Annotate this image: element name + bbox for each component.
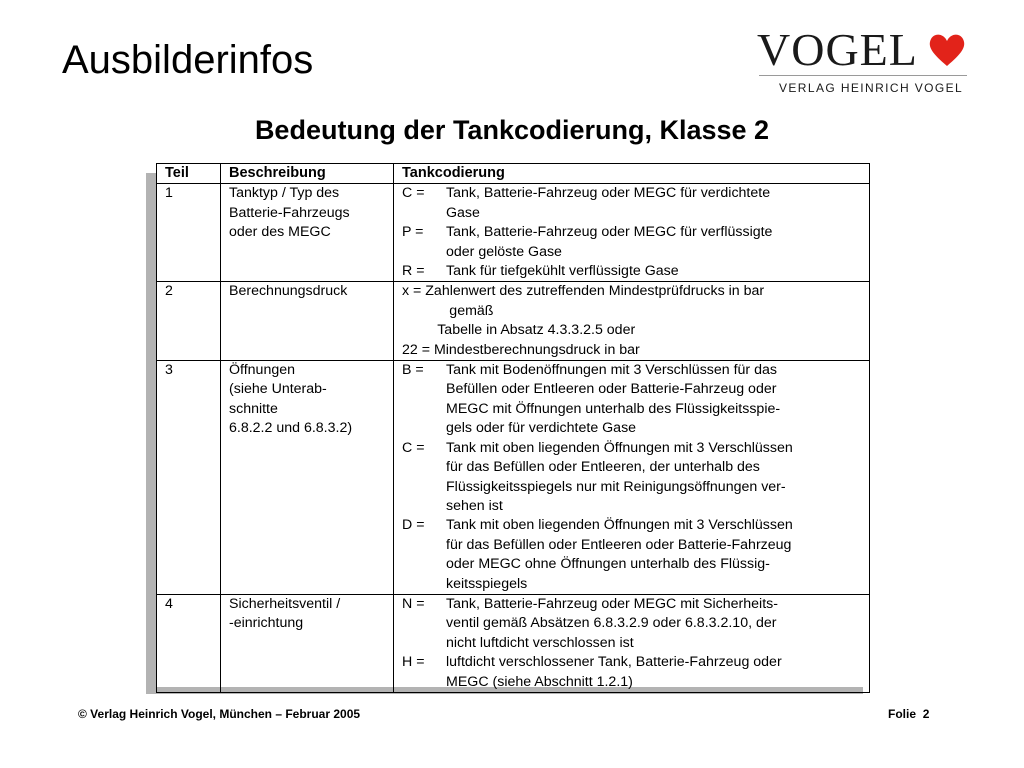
code-text: Tank mit oben liegenden Öffnungen mit 3 Verschlüssen für das Befüllen oder Entleeren oder Batterie-Fahrzeug oder MEGC ohne Öffnungen unterhalb des Flüssig- keitsspiegels: [446, 517, 793, 592]
code-key: C =: [402, 439, 425, 456]
tankcodierung-cell: [394, 594, 870, 692]
footer-slide-number: [888, 707, 929, 721]
code-key: C =: [402, 185, 425, 202]
tank-code-table-container: [156, 163, 869, 690]
code-text: Tank, Batterie-Fahrzeug oder MEGC mit Sicherheits- ventil gemäß Absätzen 6.8.3.2.9 oder 6.8.3.2.10, der nicht luftdicht verschlossen ist: [446, 595, 778, 651]
teil-cell: 4: [157, 594, 221, 692]
logo-divider: [759, 75, 967, 76]
code-text: Tank, Batterie-Fahrzeug oder MEGC für verdichtete Gase: [446, 185, 771, 221]
code-key: R =: [402, 263, 425, 280]
tankcodierung-cell: x = Zahlenwert des zutreffenden Mindestprüfdrucks in bar gemäß Tabelle in Absatz 4.3.3.2.5 oder 22 = Mindestberechnungsdruck in bar: [394, 282, 870, 361]
code-text: luftdicht verschlossener Tank, Batterie-Fahrzeug oder MEGC (siehe Abschnitt 1.2.1): [446, 654, 782, 690]
teil-cell: 2: [157, 282, 221, 361]
header-tankcodierung: Tankcodierung: [394, 164, 870, 184]
code-entry: [402, 223, 869, 262]
logo-wordmark: VOGEL: [757, 24, 918, 75]
slide-subtitle: Bedeutung der Tankcodierung, Klasse 2: [254, 115, 770, 145]
code-entry: [402, 184, 869, 223]
table-header-row: [157, 164, 870, 184]
code-key: N =: [402, 595, 425, 612]
tankcodierung-cell: [394, 184, 870, 282]
code-key: P =: [402, 224, 424, 241]
code-key: B =: [402, 362, 424, 379]
code-key: D =: [402, 517, 425, 534]
code-text: Tank mit Bodenöffnungen mit 3 Verschlüssen für das Befüllen oder Entleeren oder Batterie-Fahrzeug oder MEGC mit Öffnungen unterhalb des Flüssigkeitsspie- gels oder für verdichtete Gase: [446, 362, 781, 437]
beschreibung-cell: Öffnungen (siehe Unterab- schnitte 6.8.2.2 und 6.8.3.2): [221, 361, 394, 595]
code-text: Tank für tiefgekühlt verflüssigte Gase: [446, 263, 679, 280]
code-entry: [402, 653, 869, 692]
folie-label: Folie: [888, 707, 917, 721]
code-entry: [402, 361, 869, 439]
table-row: [157, 282, 870, 361]
table-row: [157, 361, 870, 595]
code-entry: [402, 439, 869, 517]
header-teil: Teil: [157, 164, 221, 184]
code-text: Tank, Batterie-Fahrzeug oder MEGC für verflüssigte oder gelöste Gase: [446, 224, 773, 260]
beschreibung-cell: Sicherheitsventil / -einrichtung: [221, 594, 394, 692]
slide-title: Ausbilderinfos: [62, 38, 314, 82]
vogel-logo: [757, 26, 969, 100]
code-entry: [402, 516, 869, 594]
table-row: [157, 184, 870, 282]
header-beschreibung: Beschreibung: [221, 164, 394, 184]
heart-icon: [927, 32, 967, 68]
logo-tagline: VERLAG HEINRICH VOGEL: [779, 81, 964, 95]
beschreibung-cell: Berechnungsdruck: [221, 282, 394, 361]
code-text: Tank mit oben liegenden Öffnungen mit 3 Verschlüssen für das Befüllen oder Entleeren, der unterhalb des Flüssigkeitsspiegels nur mit Reinigungsöffnungen ver- sehen ist: [446, 439, 793, 514]
footer-copyright: © Verlag Heinrich Vogel, München – Februar 2005: [78, 707, 361, 721]
code-entry: [402, 595, 869, 653]
teil-cell: 3: [157, 361, 221, 595]
code-key: H =: [402, 654, 425, 671]
beschreibung-cell: Tanktyp / Typ des Batterie-Fahrzeugs oder des MEGC: [221, 184, 394, 282]
code-entry: [402, 262, 869, 281]
table-row: [157, 594, 870, 692]
folie-number: 2: [922, 707, 930, 721]
teil-cell: 1: [157, 184, 221, 282]
tankcodierung-cell: [394, 361, 870, 595]
tank-code-table: [156, 163, 870, 693]
